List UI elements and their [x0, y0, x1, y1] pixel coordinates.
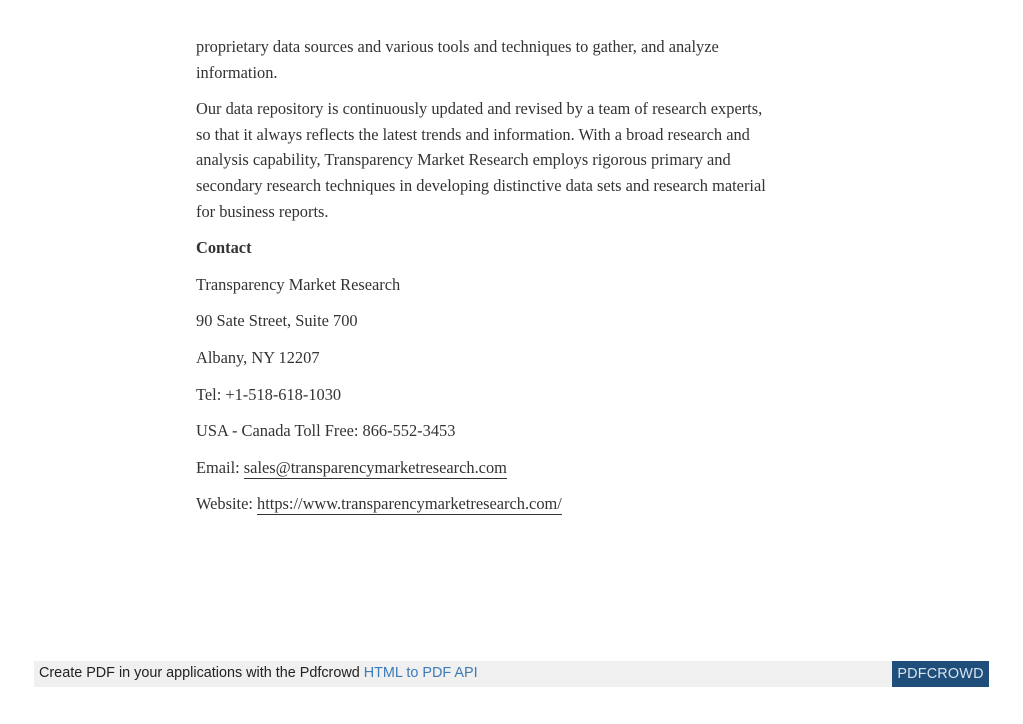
email-label: Email:: [196, 457, 244, 477]
contact-street: 90 Sate Street, Suite 700: [196, 311, 358, 331]
document-body: [196, 34, 836, 528]
contact-heading: Contact: [196, 238, 252, 258]
contact-tel: Tel: +1-518-618-1030: [196, 384, 342, 404]
intro-line-2: information.: [196, 62, 278, 82]
repository-paragraph: [196, 96, 836, 224]
contact-email-row: [196, 455, 836, 481]
repository-line-5: for business reports.: [196, 201, 329, 221]
contact-website-row: [196, 491, 836, 517]
pdfcrowd-footer: [34, 661, 989, 687]
repository-line-2: so that it always reflects the latest trends and information. With a broad research and: [196, 124, 750, 144]
contact-toll-free: USA - Canada Toll Free: 866-552-3453: [196, 421, 456, 441]
website-link[interactable]: https://www.transparencymarketresearch.com/: [257, 494, 562, 514]
html-to-pdf-api-link[interactable]: HTML to PDF API: [363, 665, 478, 681]
repository-line-4: secondary research techniques in developing distinctive data sets and research material: [196, 175, 766, 195]
contact-company: Transparency Market Research: [196, 274, 401, 294]
repository-line-3: analysis capability, Transparency Market Research employs rigorous primary and: [196, 150, 731, 170]
footer-text: Create PDF in your applications with the Pdfcrowd: [39, 665, 364, 681]
intro-paragraph: [196, 34, 836, 85]
pdfcrowd-brand-button[interactable]: PDFCROWD: [892, 661, 989, 687]
repository-line-1: Our data repository is continuously updated and revised by a team of research experts,: [196, 99, 763, 119]
email-link[interactable]: sales@transparencymarketresearch.com: [243, 457, 507, 477]
website-label: Website:: [196, 494, 258, 514]
footer-text-row: [39, 665, 478, 681]
intro-line-1: proprietary data sources and various tools and techniques to gather, and analyze: [196, 37, 719, 56]
contact-city: Albany, NY 12207: [196, 347, 320, 367]
